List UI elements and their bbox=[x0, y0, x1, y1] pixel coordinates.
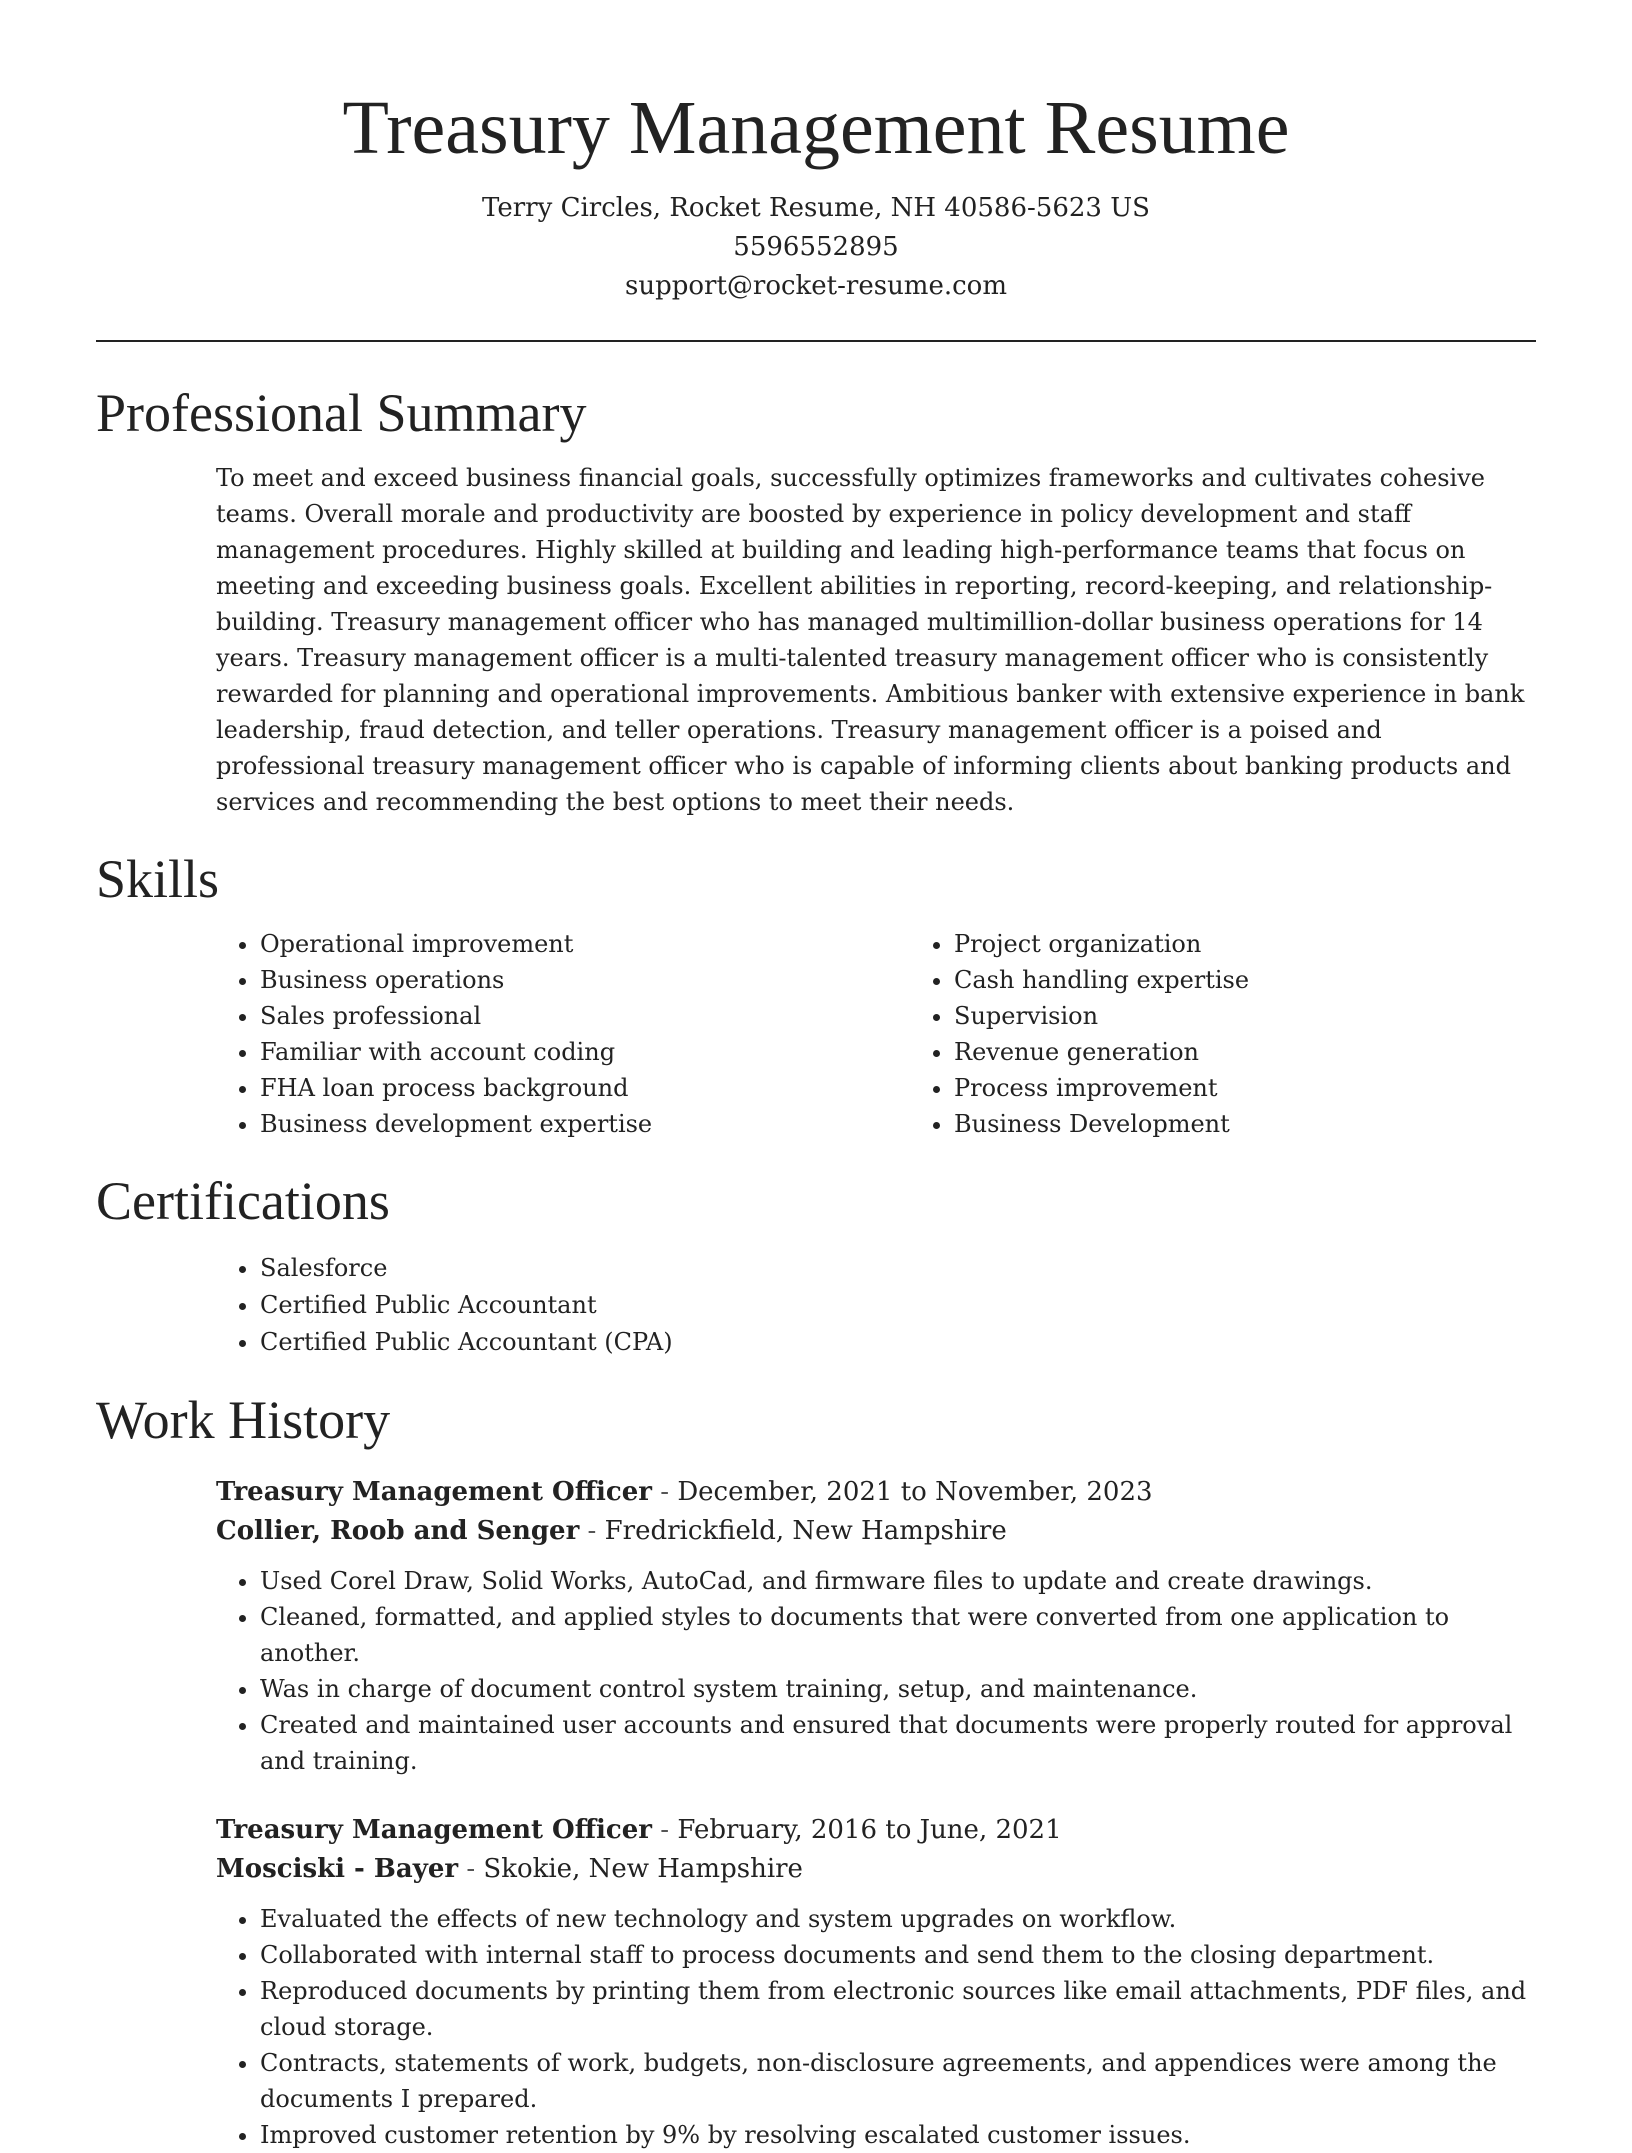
certification-item: • Salesforce bbox=[260, 1250, 1632, 1287]
work-history-heading: Work History bbox=[96, 1390, 391, 1450]
job-bullet: • Cleaned, formatted, and applied styles to documents that were converted from one application to another. bbox=[260, 1599, 1536, 1671]
summary-text: To meet and exceed business financial goals, successfully optimizes frameworks and cultivates cohesive teams. Overall morale and productivity are boosted by experience in policy development and staff management procedures. Highly skilled at building and leading high-performance teams that focus on meeting and exceeding business goals. Excellent abilities in reporting, record-keeping, and relationship-building. Treasury management officer who has managed multimillion-dollar business operations for 14 years. Treasury management officer is a multi-talented treasury management officer who is consistently rewarded for planning and operational improvements. Ambitious banker with extensive experience in bank leadership, fraud detection, and teller operations. Treasury management officer is a poised and professional treasury management officer who is capable of informing clients about banking products and services and recommending the best options to meet their needs. bbox=[216, 464, 1525, 816]
skills-column-left bbox=[216, 926, 910, 1142]
job-company-line bbox=[216, 1512, 1536, 1551]
job-entry bbox=[216, 1811, 1536, 2153]
job-location: Fredrickfield, New Hampshire bbox=[604, 1516, 1007, 1546]
skill-item: • Supervision bbox=[954, 998, 1249, 1034]
separator: - bbox=[652, 1815, 678, 1845]
certification-item: • Certified Public Accountant bbox=[260, 1287, 1632, 1324]
summary-heading: Professional Summary bbox=[96, 383, 587, 443]
skills-list bbox=[216, 926, 1536, 1142]
skill-item: • FHA loan process background bbox=[260, 1070, 910, 1106]
job-bullets bbox=[216, 1563, 1536, 1779]
skill-item: • Process improvement bbox=[954, 1070, 1249, 1106]
skills-column-right bbox=[910, 926, 1249, 1142]
resume-title: Treasury Management Resume bbox=[342, 86, 1290, 170]
job-dates: February, 2016 to June, 2021 bbox=[677, 1815, 1062, 1845]
job-bullet: • Collaborated with internal staff to process documents and send them to the closing department. bbox=[260, 1937, 1536, 1973]
job-location: Skokie, New Hampshire bbox=[483, 1854, 803, 1884]
job-role: Treasury Management Officer bbox=[216, 1815, 652, 1845]
skill-item: • Familiar with account coding bbox=[260, 1034, 910, 1070]
skill-item: • Business Development bbox=[954, 1106, 1249, 1142]
job-entry bbox=[216, 1473, 1536, 1779]
job-company: Collier, Roob and Senger bbox=[216, 1516, 580, 1546]
contact-email: support@rocket-resume.com bbox=[624, 271, 1007, 301]
job-bullet: • Used Corel Draw, Solid Works, AutoCad, and firmware files to update and create drawings. bbox=[260, 1563, 1536, 1599]
skills-heading: Skills bbox=[96, 849, 220, 909]
job-bullet: • Improved customer retention by 9% by resolving escalated customer issues. bbox=[260, 2117, 1536, 2153]
skill-item: • Sales professional bbox=[260, 998, 910, 1034]
contact-phone: 5596552895 bbox=[733, 232, 899, 262]
certifications-list bbox=[216, 1250, 1632, 1361]
skill-item: • Cash handling expertise bbox=[954, 962, 1249, 998]
job-bullet: • Created and maintained user accounts and ensured that documents were properly routed for approval and training. bbox=[260, 1707, 1536, 1779]
job-bullet: • Was in charge of document control system training, setup, and maintenance. bbox=[260, 1671, 1536, 1707]
separator: - bbox=[458, 1854, 484, 1884]
job-company: Mosciski - Bayer bbox=[216, 1854, 459, 1884]
job-bullet: • Contracts, statements of work, budgets, non-disclosure agreements, and appendices were among the documents I prepared. bbox=[260, 2045, 1536, 2117]
skill-item: • Operational improvement bbox=[260, 926, 910, 962]
job-role: Treasury Management Officer bbox=[216, 1477, 652, 1507]
header-divider bbox=[96, 340, 1536, 342]
job-dates: December, 2021 to November, 2023 bbox=[677, 1477, 1153, 1507]
separator: - bbox=[579, 1516, 605, 1546]
skill-item: • Project organization bbox=[954, 926, 1249, 962]
job-bullet: • Evaluated the effects of new technology and system upgrades on workflow. bbox=[260, 1901, 1536, 1937]
skill-item: • Business operations bbox=[260, 962, 910, 998]
job-company-line bbox=[216, 1850, 1536, 1889]
job-title-line bbox=[216, 1473, 1536, 1512]
contact-block bbox=[0, 189, 1632, 306]
certification-item: • Certified Public Accountant (CPA) bbox=[260, 1324, 1632, 1361]
job-bullets bbox=[216, 1901, 1536, 2153]
skill-item: • Business development expertise bbox=[260, 1106, 910, 1142]
certifications-heading: Certifications bbox=[96, 1171, 390, 1231]
separator: - bbox=[652, 1477, 678, 1507]
job-bullet: • Reproduced documents by printing them from electronic sources like email attachments, PDF files, and cloud storage. bbox=[260, 1973, 1536, 2045]
contact-address: Terry Circles, Rocket Resume, NH 40586-5623 US bbox=[482, 193, 1150, 223]
skill-item: • Revenue generation bbox=[954, 1034, 1249, 1070]
job-title-line bbox=[216, 1811, 1536, 1850]
